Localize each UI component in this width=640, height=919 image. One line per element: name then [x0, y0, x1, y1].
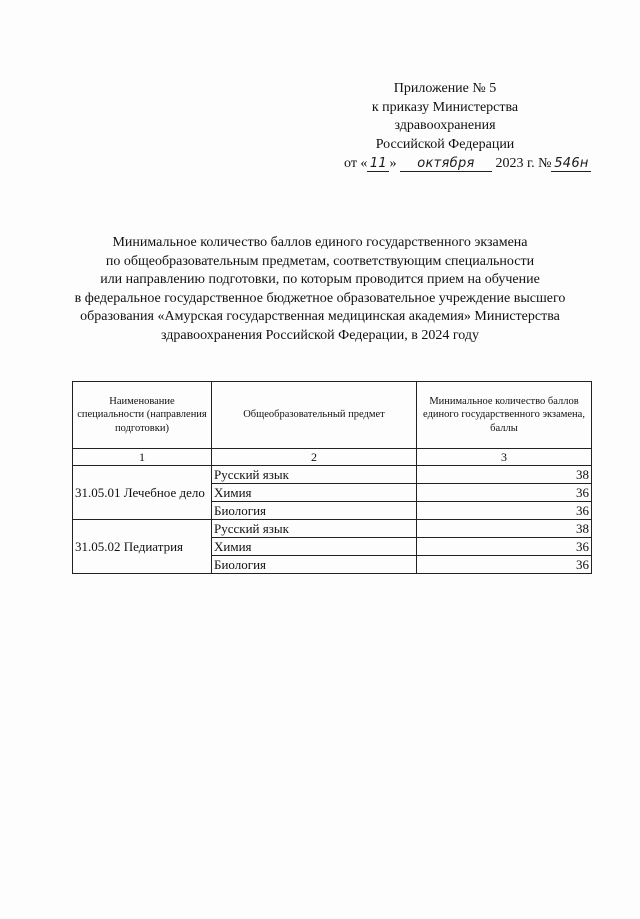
score-cell: 38	[417, 466, 592, 484]
title-line-1: Минимальное количество баллов единого государственного экзамена	[112, 235, 528, 250]
date-year-and-number-label: 2023 г. №	[495, 156, 552, 171]
column-number: 3	[417, 449, 592, 466]
title-line-3: или направлению подготовки, по которым проводится прием на обучение	[100, 272, 540, 287]
table-header-row	[73, 382, 592, 449]
specialty-cell: 31.05.01 Лечебное дело	[73, 466, 212, 520]
order-date-line	[344, 154, 624, 174]
order-number-handwritten: 546н	[551, 157, 591, 172]
specialty-cell: 31.05.02 Педиатрия	[73, 520, 212, 574]
title-line-2: по общеобразовательным предметам, соответствующим специальности	[105, 253, 535, 269]
subject-cell: Русский язык	[212, 466, 417, 484]
header-specialty: Наименование специальности (направления подготовки)	[73, 382, 212, 449]
date-quote-close: »	[389, 156, 397, 171]
document-title	[50, 234, 590, 345]
appendix-ministry-line2: Российской Федерации	[375, 136, 515, 152]
title-line-4: в федеральное государственное бюджетное образовательное учреждение высшего	[74, 290, 566, 306]
date-prefix: от «	[344, 156, 368, 171]
score-cell: 36	[417, 538, 592, 556]
column-number: 2	[212, 449, 417, 466]
appendix-ministry-line1: здравоохранения	[394, 118, 496, 133]
table-row	[73, 520, 592, 538]
scores-table	[72, 381, 592, 574]
title-line-5: образования «Амурская государственная медицинская академия» Министерства	[80, 309, 560, 324]
appendix-number: Приложение № 5	[393, 81, 497, 96]
score-cell: 38	[417, 520, 592, 538]
column-number: 1	[73, 449, 212, 466]
column-number-row	[73, 449, 592, 466]
score-cell: 36	[417, 502, 592, 520]
appendix-order-ref: к приказу Министерства	[371, 99, 519, 115]
subject-cell: Биология	[212, 502, 417, 520]
header-subject: Общеобразовательный предмет	[212, 382, 417, 449]
subject-cell: Биология	[212, 556, 417, 574]
header-min-score: Минимальное количество баллов единого государственного экзамена, баллы	[417, 382, 592, 449]
appendix-block	[340, 80, 550, 154]
score-cell: 36	[417, 484, 592, 502]
title-line-6: здравоохранения Российской Федерации, в 2024 году	[161, 327, 479, 343]
date-month-handwritten: октября	[400, 157, 492, 172]
subject-cell: Химия	[212, 538, 417, 556]
table-row	[73, 466, 592, 484]
subject-cell: Химия	[212, 484, 417, 502]
score-cell: 36	[417, 556, 592, 574]
date-day-handwritten: 11	[367, 157, 389, 172]
subject-cell: Русский язык	[212, 520, 417, 538]
